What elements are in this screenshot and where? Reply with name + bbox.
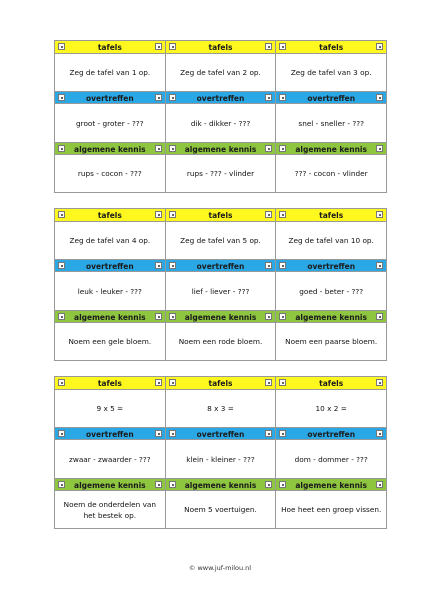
question-text: Hoe heet een groep vissen. xyxy=(281,505,382,514)
card xyxy=(275,209,386,360)
dice-icon xyxy=(376,313,383,320)
category-label: overtreffen xyxy=(85,262,134,271)
category-bar-algemene-kennis xyxy=(55,478,165,491)
dice-icon xyxy=(155,145,162,152)
question-text: leuk - leuker - ??? xyxy=(77,286,142,296)
category-label: algemene kennis xyxy=(184,313,257,322)
card-sheet-3 xyxy=(54,376,387,529)
dice-icon xyxy=(169,262,176,269)
dice-icon xyxy=(376,145,383,152)
question-text: 10 x 2 = xyxy=(315,404,347,413)
category-bar-tafels xyxy=(55,41,165,54)
question-text: lief - liever - ??? xyxy=(191,286,250,296)
question-text: goed - beter - ??? xyxy=(299,286,364,296)
card-sheet-1 xyxy=(54,40,387,193)
dice-icon xyxy=(58,211,65,218)
dice-icon xyxy=(169,430,176,437)
question-text: Noem een gele bloem. xyxy=(68,337,152,346)
category-bar-algemene-kennis xyxy=(276,310,386,323)
category-label: overtreffen xyxy=(307,94,356,103)
dice-icon xyxy=(155,379,162,386)
dice-icon xyxy=(279,430,286,437)
dice-icon xyxy=(169,94,176,101)
question-text: snel - sneller - ??? xyxy=(298,118,364,128)
question-text: 9 x 5 = xyxy=(96,404,124,413)
dice-icon xyxy=(265,145,272,152)
category-label: tafels xyxy=(319,379,344,388)
category-bar-overtreffen xyxy=(55,91,165,104)
question-text: rups - cocon - ??? xyxy=(77,169,142,178)
question-text: Zeg de tafel van 1 op. xyxy=(69,68,151,77)
category-label: overtreffen xyxy=(307,430,356,439)
category-label: tafels xyxy=(97,43,122,52)
category-label: overtreffen xyxy=(307,262,356,271)
category-label: algemene kennis xyxy=(295,481,367,490)
question-text: groot - groter - ??? xyxy=(75,118,144,128)
category-label: tafels xyxy=(208,379,233,388)
category-bar-overtreffen xyxy=(276,91,386,104)
question-text: klein - kleiner - ??? xyxy=(186,454,255,464)
dice-icon xyxy=(279,94,286,101)
category-bar-overtreffen xyxy=(55,427,165,440)
category-bar-overtreffen xyxy=(166,427,276,440)
question-text: Noem een rode bloem. xyxy=(178,337,263,346)
dice-icon xyxy=(376,430,383,437)
category-label: tafels xyxy=(319,43,344,52)
category-bar-algemene-kennis xyxy=(55,310,165,323)
question-text: rups - ??? - vlinder xyxy=(186,169,255,178)
card xyxy=(165,377,276,528)
dice-icon xyxy=(155,313,162,320)
dice-icon xyxy=(155,430,162,437)
question-text: Noem een paarse bloem. xyxy=(285,337,378,346)
category-label: algemene kennis xyxy=(184,481,257,490)
dice-icon xyxy=(58,43,65,50)
category-label: algemene kennis xyxy=(74,481,146,490)
question-text: Zeg de tafel van 10 op. xyxy=(288,236,374,245)
dice-icon xyxy=(169,145,176,152)
category-bar-algemene-kennis xyxy=(166,142,276,155)
card xyxy=(165,209,276,360)
category-bar-overtreffen xyxy=(166,91,276,104)
category-label: tafels xyxy=(97,379,122,388)
category-bar-tafels xyxy=(166,209,276,222)
category-label: tafels xyxy=(208,43,233,52)
question-text: Zeg de tafel van 5 op. xyxy=(180,236,261,245)
dice-icon xyxy=(265,94,272,101)
category-bar-algemene-kennis xyxy=(166,310,276,323)
dice-icon xyxy=(265,262,272,269)
card xyxy=(55,41,165,192)
category-bar-algemene-kennis xyxy=(276,478,386,491)
card xyxy=(275,41,386,192)
dice-icon xyxy=(265,313,272,320)
category-bar-tafels xyxy=(166,41,276,54)
dice-icon xyxy=(155,481,162,488)
dice-icon xyxy=(279,211,286,218)
category-label: tafels xyxy=(97,211,122,220)
category-bar-tafels xyxy=(55,209,165,222)
category-bar-algemene-kennis xyxy=(55,142,165,155)
category-label: algemene kennis xyxy=(295,313,367,322)
dice-icon xyxy=(279,379,286,386)
dice-icon xyxy=(58,379,65,386)
dice-icon xyxy=(155,94,162,101)
question-text: dom - dommer - ??? xyxy=(294,454,368,464)
card xyxy=(275,377,386,528)
copyright-footer: © www.juf-milou.nl xyxy=(188,564,252,572)
category-bar-overtreffen xyxy=(276,427,386,440)
category-bar-algemene-kennis xyxy=(166,478,276,491)
question-text: Zeg de tafel van 2 op. xyxy=(180,68,261,77)
dice-icon xyxy=(58,313,65,320)
question-text: Zeg de tafel van 3 op. xyxy=(290,68,372,77)
card xyxy=(55,209,165,360)
category-bar-tafels xyxy=(276,377,386,390)
category-label: overtreffen xyxy=(196,94,245,103)
category-label: tafels xyxy=(319,211,344,220)
dice-icon xyxy=(155,43,162,50)
dice-icon xyxy=(58,262,65,269)
dice-icon xyxy=(376,379,383,386)
category-label: overtreffen xyxy=(85,430,134,439)
dice-icon xyxy=(376,94,383,101)
dice-icon xyxy=(58,430,65,437)
dice-icon xyxy=(169,211,176,218)
card-sheet-2 xyxy=(54,208,387,361)
category-label: algemene kennis xyxy=(295,145,367,154)
dice-icon xyxy=(58,481,65,488)
card xyxy=(55,377,165,528)
category-bar-overtreffen xyxy=(55,259,165,272)
dice-icon xyxy=(279,481,286,488)
dice-icon xyxy=(265,379,272,386)
card xyxy=(165,41,276,192)
dice-icon xyxy=(155,262,162,269)
dice-icon xyxy=(376,43,383,50)
question-text: Noem 5 voertuigen. xyxy=(184,505,257,514)
question-text: zwaar - zwaarder - ??? xyxy=(69,454,151,464)
dice-icon xyxy=(279,43,286,50)
category-label: algemene kennis xyxy=(184,145,257,154)
category-bar-tafels xyxy=(276,209,386,222)
category-bar-algemene-kennis xyxy=(276,142,386,155)
category-label: overtreffen xyxy=(196,262,245,271)
dice-icon xyxy=(376,481,383,488)
dice-icon xyxy=(58,94,65,101)
question-text: ??? - cocon - vlinder xyxy=(294,169,368,178)
dice-icon xyxy=(265,430,272,437)
category-label: overtreffen xyxy=(196,430,245,439)
category-label: algemene kennis xyxy=(74,145,146,154)
dice-icon xyxy=(58,145,65,152)
category-label: tafels xyxy=(208,211,233,220)
dice-icon xyxy=(169,379,176,386)
dice-icon xyxy=(279,313,286,320)
category-bar-overtreffen xyxy=(166,259,276,272)
dice-icon xyxy=(265,43,272,50)
dice-icon xyxy=(279,262,286,269)
dice-icon xyxy=(169,43,176,50)
category-bar-tafels xyxy=(276,41,386,54)
question-text: Noem de onderdelen van het bestek op. xyxy=(63,499,157,520)
dice-icon xyxy=(265,211,272,218)
question-text: Zeg de tafel van 4 op. xyxy=(69,236,151,245)
category-bar-overtreffen xyxy=(276,259,386,272)
category-bar-tafels xyxy=(55,377,165,390)
dice-icon xyxy=(376,211,383,218)
dice-icon xyxy=(169,313,176,320)
dice-icon xyxy=(265,481,272,488)
question-text: dik - dikker - ??? xyxy=(190,118,251,128)
dice-icon xyxy=(279,145,286,152)
dice-icon xyxy=(169,481,176,488)
category-bar-tafels xyxy=(166,377,276,390)
category-label: algemene kennis xyxy=(74,313,146,322)
dice-icon xyxy=(155,211,162,218)
category-label: overtreffen xyxy=(85,94,134,103)
question-text: 8 x 3 = xyxy=(207,404,234,413)
dice-icon xyxy=(376,262,383,269)
